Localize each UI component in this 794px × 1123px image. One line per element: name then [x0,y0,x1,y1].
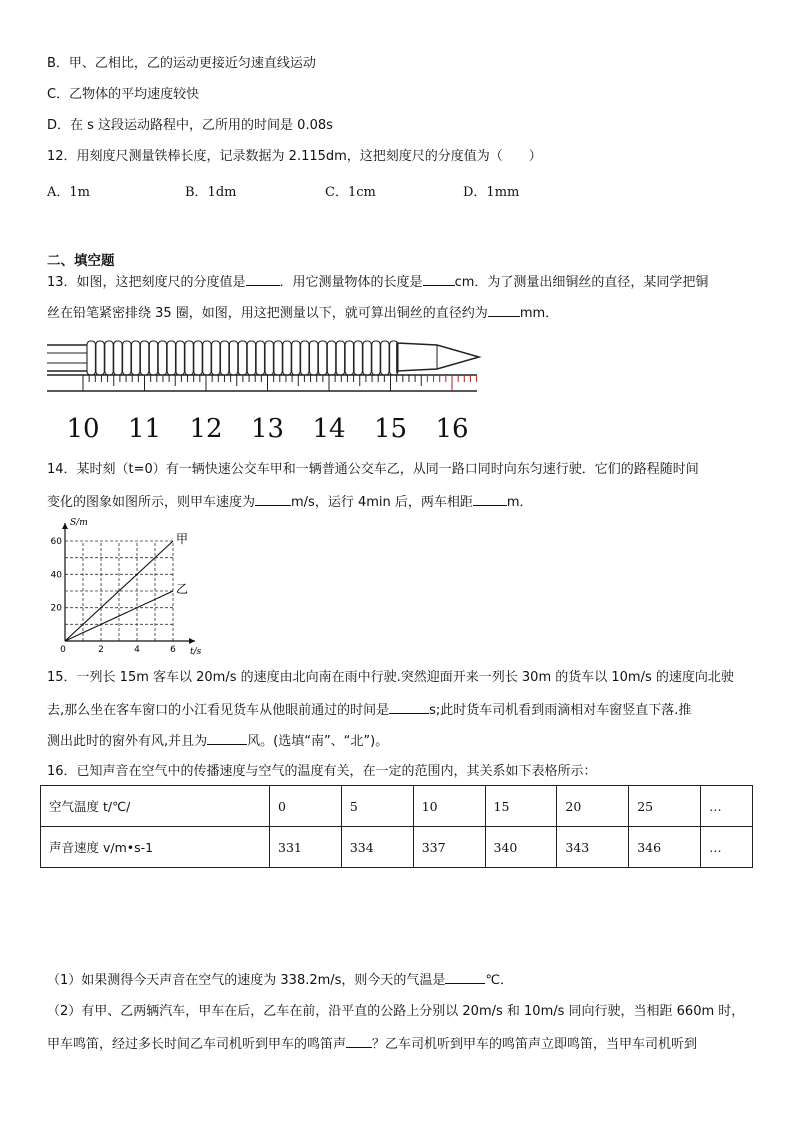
x-axis-label: t/s [190,647,202,657]
answer-blank [246,273,280,286]
coil-turn [292,341,300,375]
coil-turn [256,341,264,375]
q12-option-d: D．1mm [463,185,520,200]
coil-turn [96,341,104,375]
q14-text-b: m/s，运行 4min 后，两车相距 [291,495,473,510]
option-d: D．在 s 这段运动路程中，乙所用的时间是 0.08s [47,118,333,133]
table-cell: 340 [485,827,557,868]
q13-text-a: 13．如图，这把刻度尺的分度值是 [47,275,246,290]
coil-turn [247,341,255,375]
coil-turn [212,341,220,375]
copper-wire-coil [87,341,398,375]
coil-turn [265,341,273,375]
table-row [41,827,753,868]
coil-turn [327,341,335,375]
coil-turn [167,341,175,375]
q12-option-a: A．1m [47,185,90,200]
table-cell: 15 [485,786,557,827]
question-15-line2 [47,701,691,720]
answer-blank [488,304,520,317]
ruler-label: 16 [435,414,469,443]
answer-blank [389,701,429,714]
table-cell: 334 [341,827,413,868]
y-tick-label: 60 [50,537,62,547]
answer-blank [473,493,507,506]
q15-text-b: s;此时货车司机看到雨滴相对车窗竖直下落.推 [429,703,692,718]
option-b: B．甲、乙相比，乙的运动更接近匀速直线运动 [47,56,316,71]
table-cell: 346 [629,827,701,868]
x-tick-label: 6 [170,645,176,655]
ruler [47,375,477,443]
pencil [47,343,479,373]
question-13-line2 [47,304,558,323]
q15-text-d: 风。(选填“南”、“北”)。 [247,734,389,749]
x-tick-label: 4 [134,645,140,655]
table-cell: 20 [557,786,629,827]
q13-text-b: ．用它测量物体的长度是 [279,275,423,290]
table-cell: … [701,827,753,868]
coil-turn [229,341,237,375]
coil-turn [345,341,353,375]
coil-turn [336,341,344,375]
coil-turn [283,341,291,375]
temperature-speed-table [40,785,753,868]
distance-time-chart [40,518,220,658]
coil-turn [354,341,362,375]
coil-turn [185,341,193,375]
answer-blank [207,732,247,745]
ruler-label: 13 [250,414,285,443]
question-16-sub2-line1: （2）有甲、乙两辆汽车，甲车在后，乙车在前，沿平直的公路上分别以 20m/s 和 10m/s 同向行驶，当相距 660m 时， [47,1004,745,1019]
coil-turn [221,341,229,375]
table-cell: 343 [557,827,629,868]
q15-text-c: 测出此时的窗外有风,并且为 [47,734,208,749]
question-14-line1: 14．某时刻（t=0）有一辆快速公交车甲和一辆普通公交车乙，从同一路口同时向东匀速行驶．它们的路程随时间 [47,462,699,477]
coil-turn [238,341,246,375]
q13-text-d: 丝在铅笔紧密排绕 35 圈，如图，用这把测量以下，就可算出铜丝的直径约为 [47,306,488,321]
q16-sub2-text-b: ？乙车司机听到甲车的鸣笛声立即鸣笛，当甲车司机听到 [372,1037,698,1052]
x-axis-arrow [189,638,195,644]
coil-turn [105,341,113,375]
question-12: 12．用刻度尺测量铁棒长度，记录数据为 2.115dm，这把刻度尺的分度值为（ ） [47,149,542,164]
ruler-label: 10 [66,414,100,443]
coil-turn [132,341,140,375]
ruler-label: 12 [189,414,223,443]
y-tick-label: 20 [50,603,62,614]
coil-turn [123,341,131,375]
q16-sub2-text-a: 甲车鸣笛，经过多长时间乙车司机听到甲车的鸣笛声 [47,1037,347,1052]
table-cell: 5 [341,786,413,827]
y-axis-arrow [62,523,68,529]
table-cell: … [701,786,753,827]
coil-turn [372,341,380,375]
coil-turn [194,341,202,375]
coil-turn [158,341,166,375]
y-axis-label: S/m [70,518,88,528]
question-16-sub2-line2 [47,1035,697,1054]
x-tick-label: 2 [98,645,104,655]
y-tick-label: 40 [50,570,62,581]
coil-turn [274,341,282,375]
coil-turn [310,341,318,375]
option-c: C．乙物体的平均速度较快 [47,87,200,102]
coil-turn [87,341,95,375]
coil-turn [318,341,326,375]
coil-turn [363,341,371,375]
coil-turn [203,341,211,375]
ruler-pencil-figure [47,333,487,443]
q12-option-c: C．1cm [325,185,376,200]
table-cell: 10 [413,786,485,827]
q16-sub1-unit: ℃． [485,973,514,988]
ruler-label: 14 [312,414,346,443]
table-cell: 331 [270,827,342,868]
answer-blank [445,971,485,984]
table-cell: 337 [413,827,485,868]
question-15-line3 [47,732,388,751]
coil-turn [114,341,122,375]
origin-label: 0 [60,645,66,655]
coil-turn [301,341,309,375]
ruler-label: 11 [127,414,162,443]
table-cell: 0 [270,786,342,827]
q15-text-a: 去,那么坐在客车窗口的小江看见货车从他眼前通过的时间是 [47,703,390,718]
question-15-line1: 15．一列长 15m 客车以 20m/s 的速度由北向南在雨中行驶.突然迎面开来一列长 30m 的货车以 10m/s 的速度向北驶 [47,670,734,685]
ruler-label: 15 [373,414,408,443]
answer-blank [346,1035,372,1048]
coil-turn [176,341,184,375]
series-label: 甲 [176,532,189,546]
coil-turn [381,341,389,375]
question-13-line1 [47,273,708,292]
question-16-sub1 [47,971,513,990]
table-row-head: 空气温度 t/℃/ [41,786,270,827]
q14-text-a: 变化的图象如图所示，则甲车速度为 [47,495,256,510]
q13-text-c: cm．为了测量出细铜丝的直径，某同学把铜 [454,275,709,290]
coil-turn [149,341,157,375]
table-row-head: 声音速度 v/m•s-1 [41,827,270,868]
question-14-line2 [47,493,533,512]
series-label: 乙 [176,582,189,596]
q13-text-e: mm． [519,306,559,321]
coil-turn [140,341,148,375]
q12-option-b: B．1dm [185,185,237,200]
q14-text-c: m． [506,495,533,510]
q16-sub1-text: （1）如果测得今天声音在空气的速度为 338.2m/s，则今天的气温是 [47,973,446,988]
answer-blank [423,273,455,286]
question-16: 16．已知声音在空气中的传播速度与空气的温度有关，在一定的范围内，其关系如下表格所示： [47,764,597,779]
table-cell: 25 [629,786,701,827]
section-title: 二、填空题 [47,253,115,269]
table-row [41,786,753,827]
answer-blank [255,493,291,506]
